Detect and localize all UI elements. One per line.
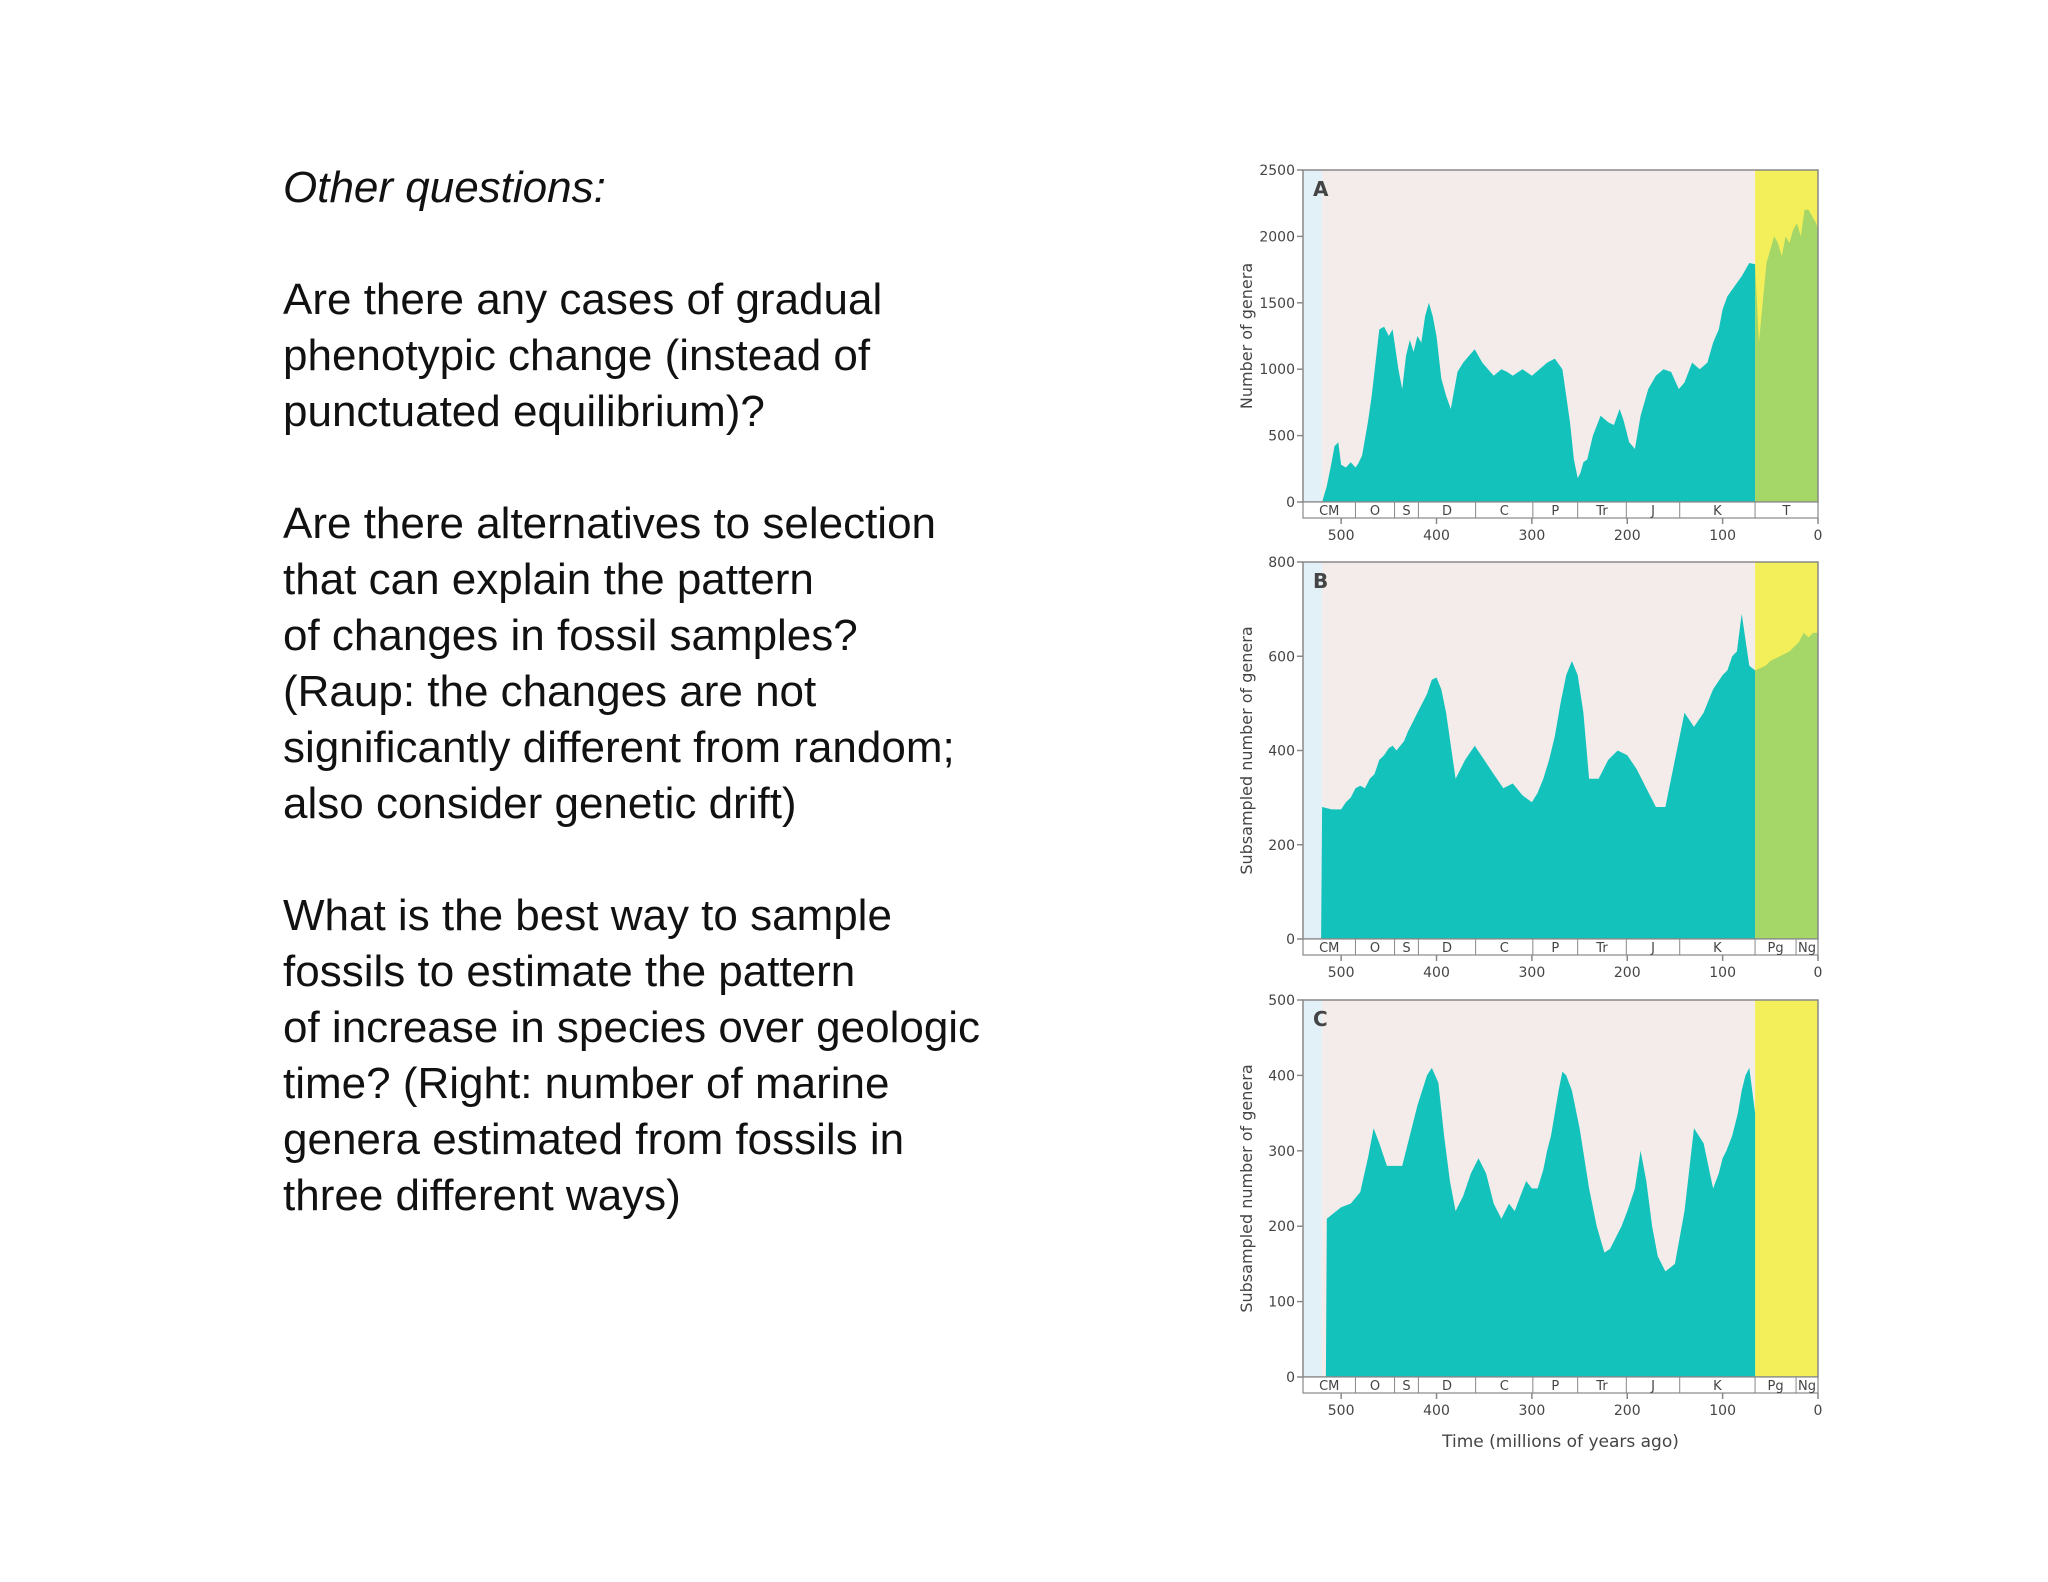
text-line: (Raup: the changes are not [283, 667, 817, 716]
y-tick-label: 500 [1268, 428, 1295, 445]
x-tick-label: 100 [1709, 528, 1736, 544]
period-strip [1303, 939, 1818, 955]
x-tick-label: 200 [1613, 1403, 1641, 1419]
y-tick-label: 1000 [1259, 362, 1295, 379]
x-tick-label: 100 [1709, 1403, 1736, 1419]
text-line: of increase in species over geologic [283, 1003, 981, 1052]
text-line: also consider genetic drift) [283, 779, 797, 828]
cenozoic-area [1755, 633, 1818, 939]
period-label: Tr [1596, 941, 1608, 956]
period-label: D [1442, 504, 1453, 519]
period-label: O [1369, 504, 1381, 519]
period-label: D [1442, 1379, 1453, 1394]
y-tick-label: 2000 [1259, 229, 1295, 246]
x-tick-label: 200 [1613, 528, 1641, 544]
period-label: J [1651, 1379, 1655, 1394]
y-tick-label: 1500 [1259, 295, 1295, 312]
x-tick-label: 500 [1327, 965, 1355, 981]
y-axis-label: Subsampled number of genera [1237, 626, 1256, 875]
text-line: phenotypic change (instead of [283, 331, 871, 380]
period-label: Ng [1798, 941, 1817, 956]
period-label: Ng [1798, 1379, 1817, 1394]
period-label: T [1782, 504, 1791, 519]
period-label: C [1499, 1379, 1509, 1394]
x-tick-label: 0 [1813, 1403, 1823, 1419]
x-tick-label: 500 [1327, 528, 1355, 544]
period-label: S [1402, 504, 1411, 519]
x-tick-label: 400 [1423, 1403, 1450, 1419]
text-line: Are there any cases of gradual [283, 275, 883, 324]
period-label: Pg [1767, 941, 1784, 956]
text-line: What is the best way to sample [283, 891, 892, 940]
early-band [1303, 1000, 1322, 1377]
period-label: J [1651, 504, 1655, 519]
panel-label: A [1313, 177, 1329, 201]
period-label: S [1402, 941, 1411, 956]
text-line: punctuated equilibrium)? [283, 387, 765, 436]
y-tick-label: 100 [1268, 1294, 1295, 1311]
text-line: genera estimated from fossils in [283, 1115, 905, 1164]
early-band [1303, 170, 1322, 502]
x-tick-label: 400 [1423, 528, 1450, 544]
text-line: of changes in fossil samples? [283, 611, 858, 660]
period-label: O [1369, 941, 1381, 956]
x-tick-label: 300 [1518, 1403, 1546, 1419]
text-line: three different ways) [283, 1171, 681, 1220]
x-tick-label: 200 [1613, 965, 1641, 981]
chart-panel-c [1237, 993, 1822, 1452]
panel-label: C [1313, 1007, 1328, 1031]
cenozoic-band [1755, 1000, 1818, 1377]
period-label: Tr [1596, 504, 1608, 519]
x-tick-label: 100 [1709, 965, 1736, 981]
x-tick-label: 0 [1813, 528, 1823, 544]
x-tick-label: 500 [1327, 1403, 1355, 1419]
chart-panel-b [1237, 555, 1822, 981]
y-tick-label: 600 [1268, 649, 1295, 666]
period-label: Tr [1596, 1379, 1608, 1394]
text-line: significantly different from random; [283, 723, 955, 772]
period-label: K [1713, 941, 1722, 956]
panel-label: B [1313, 569, 1329, 593]
period-label: K [1713, 1379, 1722, 1394]
y-tick-label: 200 [1268, 837, 1295, 854]
x-tick-label: 300 [1518, 965, 1546, 981]
period-strip [1303, 1377, 1818, 1393]
heading: Other questions: [283, 163, 606, 212]
period-label: CM [1319, 941, 1340, 956]
text-line: fossils to estimate the pattern [283, 947, 856, 996]
period-label: P [1551, 1379, 1560, 1394]
period-label: S [1402, 1379, 1411, 1394]
period-label: CM [1319, 1379, 1340, 1394]
y-tick-label: 0 [1286, 495, 1295, 511]
period-label: J [1651, 941, 1655, 956]
period-strip [1303, 502, 1818, 518]
period-label: CM [1319, 504, 1340, 519]
y-tick-label: 0 [1286, 1370, 1295, 1386]
period-label: O [1369, 1379, 1381, 1394]
x-tick-label: 0 [1813, 965, 1823, 981]
text-line: Are there alternatives to selection [283, 499, 937, 548]
period-label: K [1713, 504, 1722, 519]
x-tick-label: 300 [1518, 528, 1546, 544]
y-tick-label: 2500 [1259, 163, 1295, 179]
x-tick-label: 400 [1423, 965, 1450, 981]
early-band [1303, 562, 1322, 939]
period-label: D [1442, 941, 1453, 956]
period-label: C [1499, 941, 1509, 956]
chart-panel-a [1237, 163, 1822, 544]
y-tick-label: 800 [1268, 555, 1295, 571]
period-label: P [1551, 504, 1560, 519]
period-label: C [1499, 504, 1509, 519]
y-tick-label: 500 [1268, 993, 1295, 1009]
x-axis-label: Time (millions of years ago) [1442, 1432, 1679, 1452]
y-tick-label: 200 [1268, 1219, 1295, 1236]
period-label: Pg [1767, 1379, 1784, 1394]
y-tick-label: 400 [1268, 1068, 1295, 1085]
y-tick-label: 300 [1268, 1143, 1295, 1160]
text-line: that can explain the pattern [283, 555, 814, 604]
text-line: time? (Right: number of marine [283, 1059, 890, 1108]
y-axis-label: Subsampled number of genera [1237, 1064, 1256, 1313]
period-label: P [1551, 941, 1560, 956]
y-axis-label: Number of genera [1237, 262, 1256, 410]
y-tick-label: 0 [1286, 932, 1295, 948]
y-tick-label: 400 [1268, 743, 1295, 760]
